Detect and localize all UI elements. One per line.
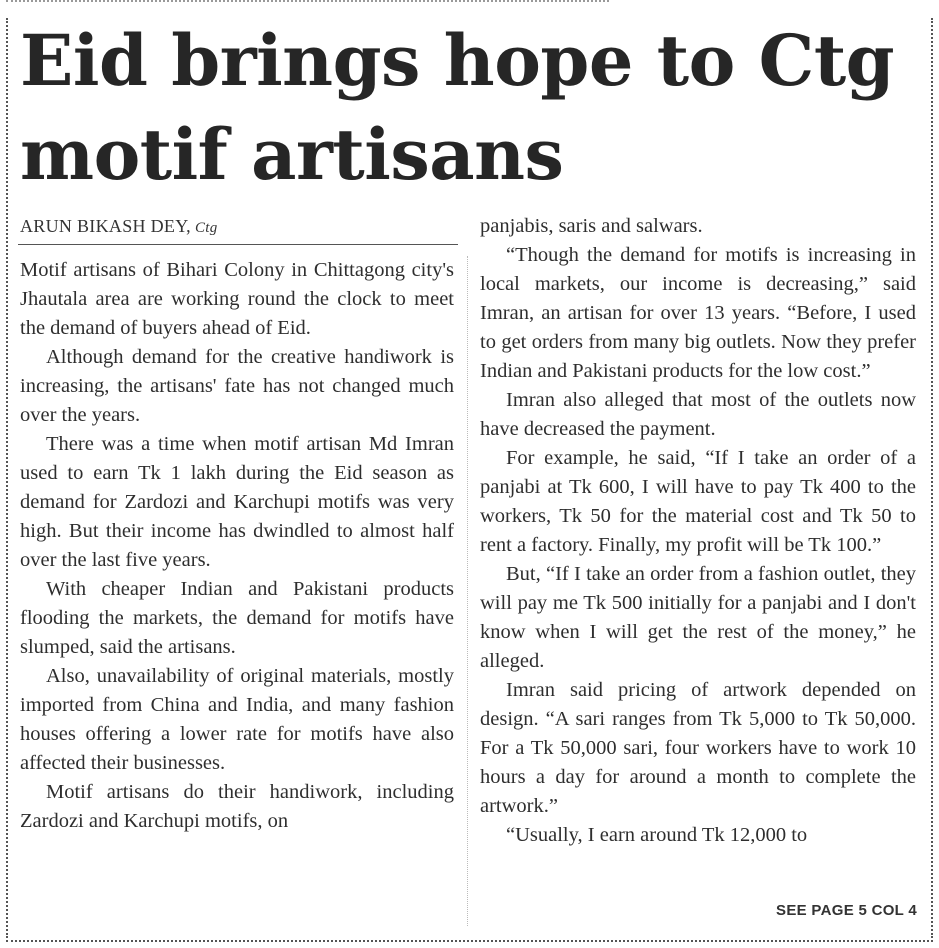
paragraph: Motif artisans of Bihari Colony in Chittagong city's Jhautala area are working round the clock to meet the demand of buyers ahead of Eid. (20, 259, 454, 339)
article-column-1 (20, 256, 454, 836)
top-dotted-border (6, 0, 609, 2)
paragraph: There was a time when motif artisan Md Imran used to earn Tk 1 lakh during the Eid season as demand for Zardozi and Karchupi motifs was very high. But their income has dwindled to almost half over the last five years. (20, 433, 454, 571)
column-divider (467, 256, 468, 926)
bottom-dotted-border (6, 940, 933, 942)
paragraph: With cheaper Indian and Pakistani products flooding the markets, the demand for motifs have slumped, said the artisans. (20, 578, 454, 658)
paragraph: panjabis, saris and salwars. (480, 215, 703, 237)
byline-author: ARUN BIKASH DEY, (20, 216, 191, 236)
paragraph: Imran said pricing of artwork depended on design. “A sari ranges from Tk 5,000 to Tk 50,000. For a Tk 50,000 sari, four workers have to work 10 hours a day for around a month to complete the artwork.” (480, 679, 916, 817)
headline: Eid brings hope to Ctg motif artisans (20, 19, 895, 196)
paragraph: Motif artisans do their handiwork, including Zardozi and Karchupi motifs, on (20, 781, 454, 832)
byline-place: Ctg (194, 220, 218, 236)
byline (20, 216, 460, 237)
right-dotted-border (931, 18, 933, 938)
left-dotted-border (6, 18, 8, 938)
paragraph: “Usually, I earn around Tk 12,000 to (506, 824, 808, 846)
paragraph: Imran also alleged that most of the outlets now have decreased the payment. (480, 389, 916, 440)
paragraph: “Though the demand for motifs is increasing in local markets, our income is decreasing,” said Imran, an artisan for over 13 years. “Before, I used to get orders from many big outlets. Now they prefer Indian and Pakistani products for the low cost.” (480, 244, 916, 382)
paragraph: For example, he said, “If I take an order of a panjabi at Tk 600, I will have to pay Tk 400 to the workers, Tk 50 for the material cost and Tk 50 to rent a factory. Finally, my profit will be Tk 100.” (480, 447, 916, 556)
paragraph: Although demand for the creative handiwork is increasing, the artisans' fate has not changed much over the years. (20, 346, 454, 426)
article-column-2 (480, 212, 916, 850)
continuation-jump: SEE PAGE 5 COL 4 (776, 902, 917, 919)
paragraph: Also, unavailability of original materials, mostly imported from China and India, and many fashion houses offering a lower rate for motifs have also affected their businesses. (20, 665, 454, 774)
byline-rule (18, 244, 458, 245)
paragraph: But, “If I take an order from a fashion outlet, they will pay me Tk 500 initially for a panjabi and I don't know when I will get the rest of the money,” he alleged. (480, 563, 916, 672)
